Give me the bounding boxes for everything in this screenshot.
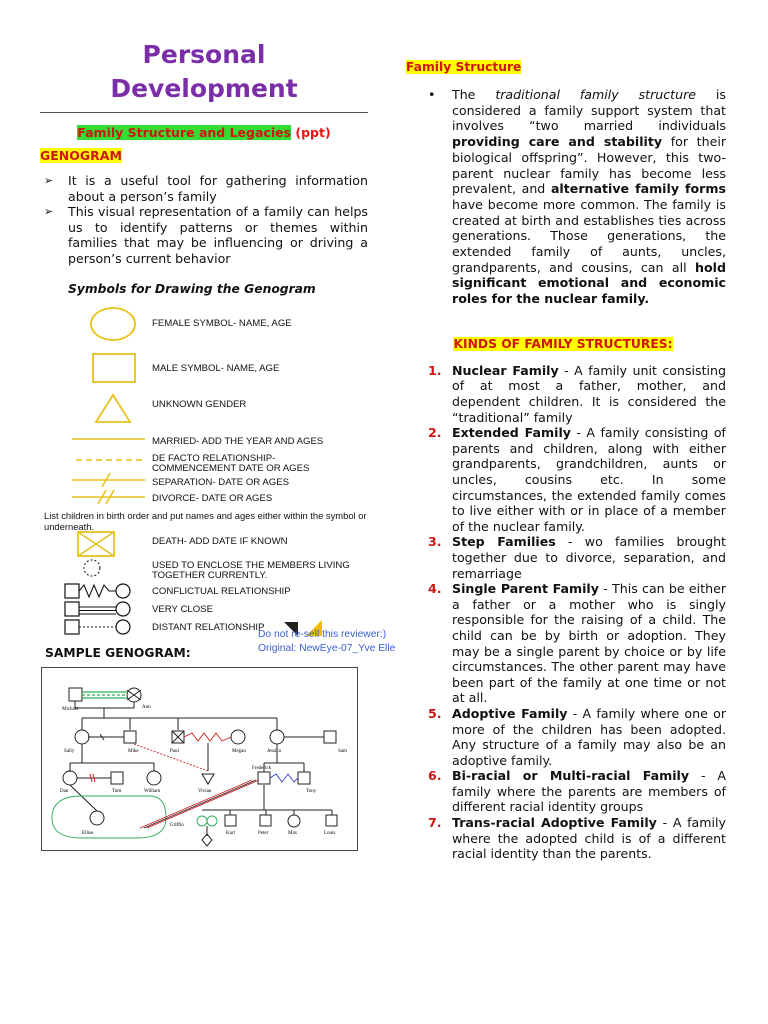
name-vivian: Vivian — [198, 789, 212, 794]
kinds-heading: KINDS OF FAMILY STRUCTURES: — [453, 336, 673, 351]
sample-genogram-heading: SAMPLE GENOGRAM: — [45, 646, 191, 660]
left-column — [40, 30, 368, 633]
right-column — [400, 52, 726, 862]
name-peter: Peter — [258, 831, 269, 836]
name-ellise: Ellise — [82, 831, 94, 836]
name-griffin: Griffin — [170, 823, 184, 828]
list-item: 3. Step Families - wo families brought together due to divorce, separation, and remarriage — [428, 534, 726, 581]
distant-icon — [65, 620, 79, 634]
unknown-gender-icon — [96, 395, 130, 422]
name-william: William — [144, 789, 161, 794]
genogram-points — [40, 173, 368, 266]
list-item: ➢ It is a useful tool for gathering information about a person’s family — [44, 173, 368, 204]
list-item: 4. Single Parent Family - This can be either a father or a mother who is singly responsible for the raising of a child. The child can be by birth or adoption. They may be a single parent by choice or by life circumstances. The other parent may have been part of the family at one time or not at all. — [428, 581, 726, 706]
very-close-label: VERY CLOSE — [152, 604, 213, 615]
name-max: Max — [288, 831, 298, 836]
name-frederick: Frederick — [252, 766, 272, 771]
unknown-gender-label: UNKNOWN GENDER — [152, 399, 247, 410]
list-item: 6. Bi-racial or Multi-racial Family - A family where the parents are members of different racial identity groups — [428, 768, 726, 815]
genogram-heading: GENOGRAM — [40, 148, 122, 163]
female-symbol-icon — [91, 308, 135, 340]
name-paul: Paul — [170, 749, 179, 754]
arrow-bullet-icon: ➢ — [44, 205, 54, 218]
arrow-bullet-icon: ➢ — [44, 174, 54, 187]
name-sally: Sally — [64, 749, 75, 754]
enclose-label-2: TOGETHER CURRENTLY. — [152, 570, 268, 581]
conflictual-icon — [65, 584, 79, 598]
name-louis: Louis — [324, 831, 336, 836]
list-item: 5. Adoptive Family - A family where one or more of the children has been adopted. Any structure of a family may also be an adoptive family. — [428, 705, 727, 768]
name-ann: Ann — [142, 705, 151, 710]
name-jessica: Jessica — [267, 749, 281, 754]
subtitle-suffix: (ppt) — [291, 125, 331, 140]
symbols-title: Symbols for Drawing the Genogram — [68, 282, 316, 296]
divorce-label: DIVORCE- DATE OR AGES — [152, 493, 273, 504]
very-close-icon — [65, 602, 79, 616]
enclose-dotted-icon — [84, 560, 100, 576]
name-karl: Karl — [226, 831, 235, 836]
list-item: 1. Nuclear Family - A family unit consisting of at most a father, mother, and dependent children. It is considered the “traditional” family — [428, 362, 726, 425]
name-tony: Tony — [306, 789, 317, 794]
distant-label: DISTANT RELATIONSHIP — [152, 622, 265, 633]
children-note: List children in birth order and put names and ages either within the symbol or underneath. — [44, 510, 367, 532]
name-mike: Mike — [128, 749, 139, 754]
married-label: MARRIED- ADD THE YEAR AND AGES — [152, 436, 324, 447]
male-symbol-label: MALE SYMBOL- NAME, AGE — [152, 363, 280, 374]
name-megan: Megan — [232, 749, 246, 754]
title-divider — [40, 112, 368, 113]
name-tom: Tom — [112, 789, 122, 794]
female-symbol-label: FEMALE SYMBOL- NAME, AGE — [152, 318, 292, 329]
name-sam: Sam — [338, 749, 347, 754]
list-item: 7. Trans-racial Adoptive Family - A family where the adopted child is of a different racial identity than the parents. — [428, 815, 726, 862]
subtitle-highlight: Family Structure and Legacies — [77, 125, 292, 140]
male-symbol-icon — [93, 354, 135, 382]
family-structure-heading: Family Structure — [406, 60, 522, 74]
defacto-label-2: COMMENCEMENT DATE OR AGES — [152, 463, 310, 474]
page-title — [40, 38, 368, 106]
section-subtitle — [40, 125, 368, 140]
sample-genogram — [41, 667, 358, 851]
list-item: ➢ This visual representation of a family can helps us to identify patterns or themes within families that may be influencing or driving a person’s current behavior — [44, 204, 368, 266]
kinds-list — [400, 363, 726, 862]
separation-label: SEPARATION- DATE OR AGES — [152, 477, 289, 488]
sample-genogram-graphic — [42, 668, 357, 850]
symbols-legend — [40, 296, 380, 633]
list-item: 2. Extended Family - A family consisting of parents and children, along with either grandparents, grandchildren, aunts or uncles, cousins etc. In some circumstances, the extended family comes to live either with or in place of a member of the nuclear family. — [428, 425, 726, 534]
family-structure-paragraph: • The traditional family structure is considered a family support system that involves “two married individuals providing care and stability for their biological offspring”. However, this two-parent nuclear family has become less prevalent, and alternative family forms have become more common. The family is created at birth and establishes ties across generations. Those generations, the extended family of aunts, uncles, grandparents, and cousins, can all hold significant emotional and economic roles for the nuclear family. — [428, 87, 726, 307]
name-michael: Michael — [62, 707, 79, 712]
bullet-icon: • — [428, 87, 436, 102]
conflictual-label: CONFLICTUAL RELATIONSHIP — [152, 586, 291, 597]
name-dan: Dan — [60, 789, 69, 794]
defacto-label-1: DE FACTO RELATIONSHIP- — [152, 453, 276, 464]
reviewer-note: Do not re-sell this reviewer:) Original: NewEye-07_Yve Elle — [258, 629, 396, 654]
death-label: DEATH- ADD DATE IF KNOWN — [152, 536, 288, 547]
enclose-label-1: USED TO ENCLOSE THE MEMBERS LIVING — [152, 560, 350, 571]
title-line-1: Personal — [142, 40, 266, 69]
title-line-2: Development — [110, 74, 298, 103]
